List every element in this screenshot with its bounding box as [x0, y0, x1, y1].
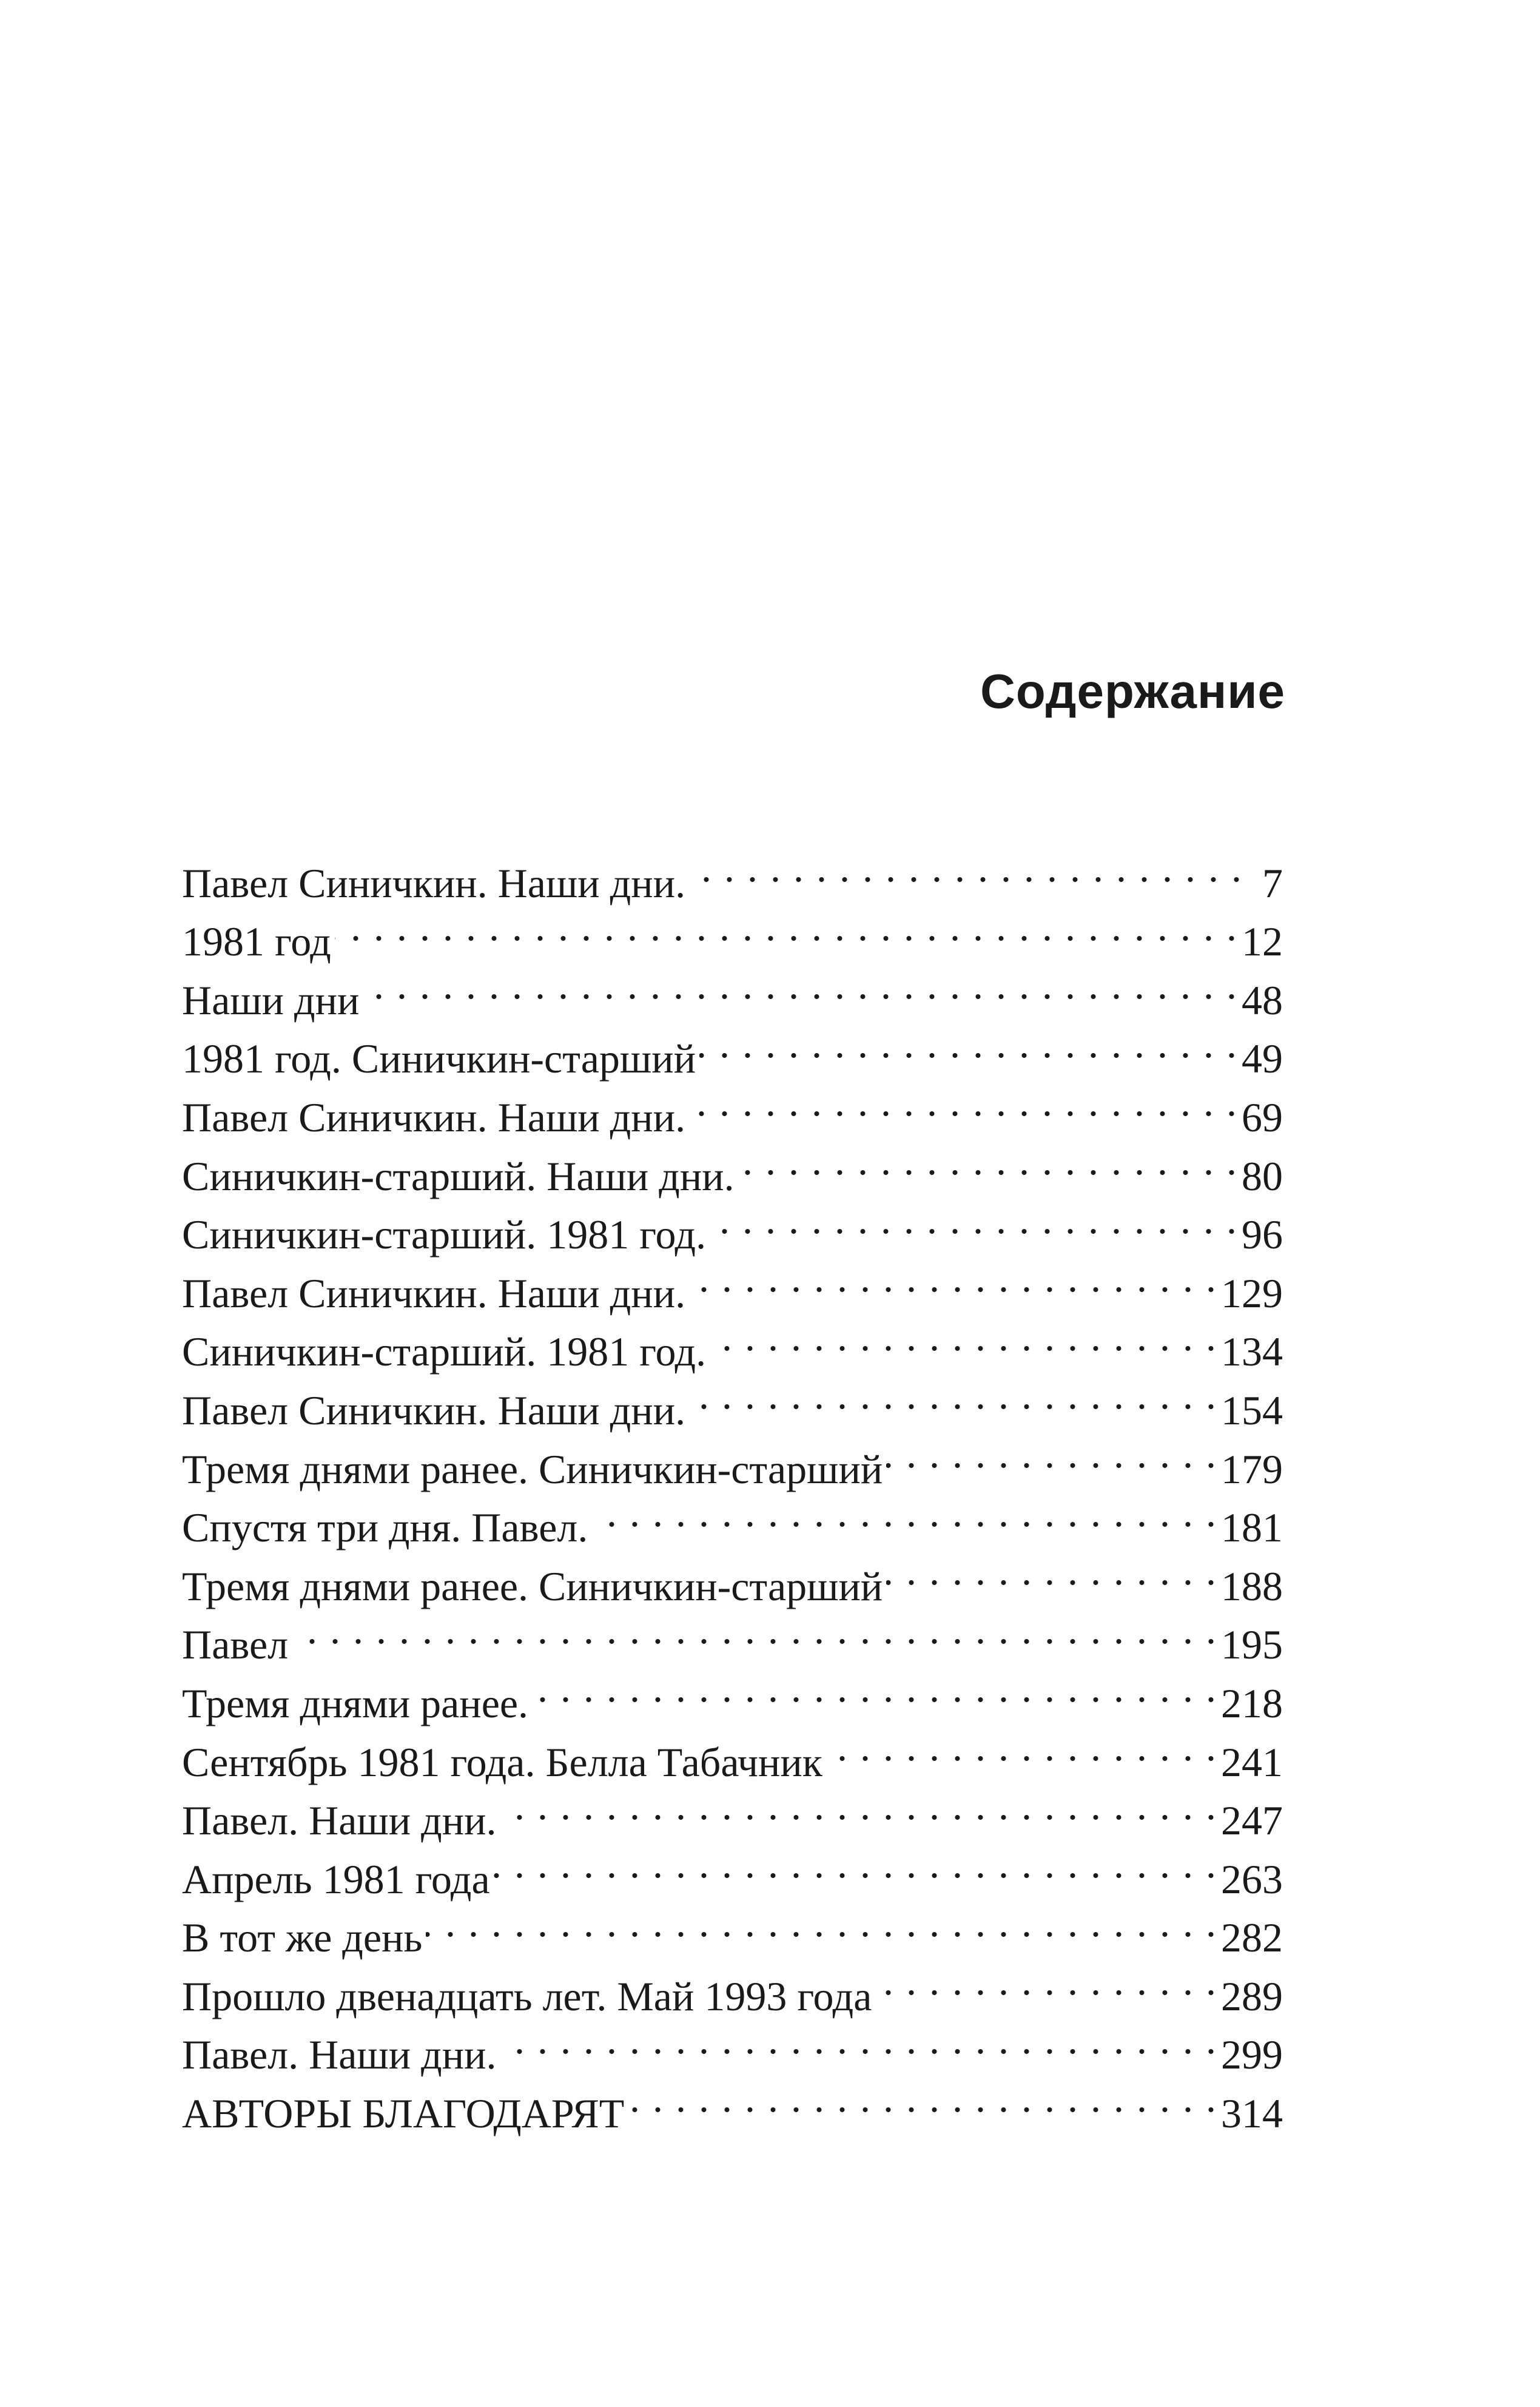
toc-entry-page: 263	[1221, 1856, 1283, 1902]
dot-leader	[689, 1365, 1217, 1424]
dot-leader	[363, 955, 1238, 1014]
toc-entry	[182, 838, 1283, 906]
toc-entry-label: Павел. Наши дни.	[182, 2032, 497, 2078]
dot-leader	[875, 1951, 1217, 2010]
toc-entry-page: 241	[1221, 1739, 1283, 1785]
toc-entry-page: 188	[1221, 1563, 1283, 1609]
toc-entry-page: 247	[1221, 1797, 1283, 1844]
toc-entry-label: В тот же день	[182, 1914, 423, 1961]
toc-entry-label: Павел Синичкин. Наши дни.	[182, 1094, 686, 1140]
dot-leader	[591, 1483, 1217, 1542]
toc-entry-page: 7	[1262, 860, 1283, 906]
dot-leader	[886, 1424, 1217, 1483]
toc-entry-page: 218	[1221, 1680, 1283, 1726]
toc-entry-label: Павел Синичкин. Наши дни.	[182, 1387, 686, 1433]
dot-leader	[689, 1248, 1217, 1307]
toc-entry-label: Павел. Наши дни.	[182, 1797, 497, 1844]
toc-entry-page: 179	[1221, 1446, 1283, 1492]
toc-entry-page: 181	[1221, 1504, 1283, 1551]
dot-leader	[500, 1776, 1217, 1835]
toc-entry-label: 1981 год	[182, 918, 331, 965]
toc-entry-page: 69	[1242, 1094, 1283, 1140]
dot-leader	[292, 1600, 1217, 1659]
toc-entry-label: Синичкин-старший. 1981 год.	[182, 1211, 707, 1258]
dot-leader	[532, 1658, 1217, 1717]
toc-entry-label: Павел	[182, 1621, 289, 1668]
dot-leader	[826, 1717, 1217, 1776]
toc-entry	[182, 897, 1283, 965]
toc-entry-label: Синичкин-старший. Наши дни.	[182, 1153, 735, 1199]
toc-entry-label: Тремя днями ранее. Синичкин-старший	[182, 1446, 883, 1492]
toc-entry-page: 314	[1221, 2090, 1283, 2137]
toc-entry	[182, 1658, 1283, 1726]
toc-entry-label: Тремя днями ранее. Синичкин-старший	[182, 1563, 883, 1609]
dot-leader	[699, 1014, 1238, 1073]
toc-entry-page: 154	[1221, 1387, 1283, 1433]
dot-leader	[738, 1131, 1238, 1190]
toc-entry-page: 289	[1221, 1973, 1283, 2019]
toc-entry-page: 195	[1221, 1621, 1283, 1668]
toc-entry-label: Апрель 1981 года	[182, 1856, 490, 1902]
toc-entry-page: 96	[1242, 1211, 1283, 1258]
dot-leader	[689, 1072, 1238, 1131]
toc-entry-page: 12	[1242, 918, 1283, 965]
toc-entry-label: Сентябрь 1981 года. Белла Табачник	[182, 1739, 822, 1785]
dot-leader	[500, 2010, 1217, 2069]
dot-leader	[689, 838, 1243, 897]
dot-leader	[710, 1190, 1238, 1249]
dot-leader	[886, 1541, 1217, 1600]
toc-entry	[182, 955, 1283, 1023]
toc-entry	[182, 1600, 1283, 1668]
toc-entry-label: Наши дни	[182, 977, 360, 1023]
dot-leader	[494, 1834, 1217, 1893]
toc-entry-page: 282	[1221, 1914, 1283, 1961]
toc-list	[182, 838, 1283, 2137]
toc-entry-label: АВТОРЫ БЛАГОДАРЯТ	[182, 2090, 625, 2137]
toc-entry-page: 299	[1221, 2032, 1283, 2078]
dot-leader	[628, 2069, 1217, 2127]
toc-entry-label: Павел Синичкин. Наши дни.	[182, 860, 686, 906]
toc-entry-label: Спустя три дня. Павел.	[182, 1504, 588, 1551]
dot-leader	[335, 897, 1238, 956]
toc-entry-label: Павел Синичкин. Наши дни.	[182, 1270, 686, 1316]
toc-entry-label: Прошло двенадцать лет. Май 1993 года	[182, 1973, 872, 2019]
dot-leader	[710, 1307, 1217, 1366]
toc-entry-page: 134	[1221, 1328, 1283, 1375]
toc-entry-page: 48	[1242, 977, 1283, 1023]
toc-entry-label: Тремя днями ранее.	[182, 1680, 529, 1726]
toc-entry-page: 49	[1242, 1035, 1283, 1082]
toc-title: Содержание	[980, 664, 1285, 718]
toc-entry-page: 80	[1242, 1153, 1283, 1199]
dot-leader	[426, 1893, 1217, 1952]
toc-entry-page: 129	[1221, 1270, 1283, 1316]
toc-entry-label: Синичкин-старший. 1981 год.	[182, 1328, 707, 1375]
toc-entry-label: 1981 год. Синичкин-старший	[182, 1035, 696, 1082]
